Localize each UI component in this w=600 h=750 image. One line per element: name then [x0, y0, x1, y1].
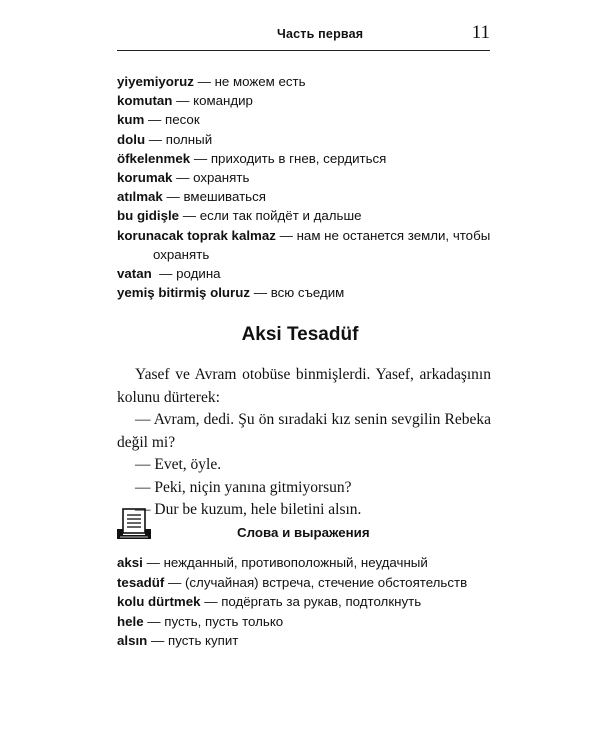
vocab-entry	[117, 283, 497, 302]
vocab-term: öfkelenmek	[117, 150, 191, 166]
expression-term: aksi	[117, 555, 143, 570]
vocab-term: atılmak	[117, 189, 163, 205]
vocab-definition: охранять	[193, 170, 250, 186]
vocab-dash: —	[145, 131, 166, 147]
vocab-definition: полный	[165, 131, 213, 147]
story-dialog-line: — Evet, öyle.	[135, 456, 222, 473]
vocab-entry	[117, 149, 497, 168]
book-icon	[115, 507, 153, 541]
story-dialog-line: — Dur be kuzum, hele biletini alsın.	[135, 501, 362, 518]
expression-definition: пусть купит	[168, 633, 239, 648]
expression-definition: нежданный, противоположный, неудачный	[163, 555, 428, 570]
vocab-dash: —	[144, 112, 166, 128]
vocab-dash: —	[193, 74, 215, 89]
running-header-title: Часть первая	[277, 27, 364, 41]
vocab-definition: не можем есть	[214, 74, 306, 89]
vocab-definition: песок	[165, 112, 200, 128]
vocabulary-list	[117, 72, 497, 302]
vocab-entry	[117, 168, 497, 187]
expressions-list	[117, 553, 497, 651]
vocab-term: yiyemiyoruz	[117, 74, 194, 89]
vocab-definition: приходить в гнев, сердиться	[210, 150, 387, 166]
expression-dash: —	[147, 633, 168, 648]
expression-dash: —	[164, 574, 185, 590]
story-dialog-line: — Peki, niçin yanına gitmiyorsun?	[135, 478, 352, 496]
vocab-dash: —	[172, 170, 194, 186]
expression-entry	[117, 573, 497, 593]
expression-definition: подёргать за рукав, подтолкнуть	[221, 594, 422, 609]
vocab-entry	[117, 91, 497, 110]
vocab-term: korumak	[117, 170, 173, 186]
expression-definition: пусть, пусть только	[164, 613, 284, 629]
story-paragraph: Yasef ve Avram otobüse binmişlerdi. Yasef, arkadaşının kolunu dürterek:	[117, 366, 491, 406]
expression-entry	[117, 612, 497, 632]
vocab-definition: командир	[193, 93, 253, 109]
story-text	[117, 364, 491, 522]
expression-entry	[117, 631, 497, 651]
vocab-entry	[117, 226, 497, 264]
vocab-dash: —	[162, 189, 184, 205]
expression-entry	[117, 592, 497, 612]
vocab-entry	[117, 110, 497, 129]
vocab-definition: если так пойдёт и дальше	[199, 208, 362, 224]
vocab-term: komutan	[117, 93, 173, 109]
vocab-term: dolu	[117, 131, 146, 147]
vocab-term: bu gidişle	[117, 208, 180, 224]
vocab-dash: —	[190, 150, 211, 166]
expression-dash: —	[200, 594, 222, 609]
page-number: 11	[471, 22, 490, 43]
section-heading: Слова и выражения	[237, 525, 370, 540]
expression-term: tesadüf	[117, 574, 165, 590]
vocab-entry	[117, 130, 497, 149]
vocab-definition: всю съедим	[270, 285, 345, 301]
header-divider	[117, 50, 490, 51]
vocab-definition: вмешиваться	[183, 189, 266, 205]
expression-term: kolu dürtmek	[117, 594, 201, 609]
vocab-definition: нам не останется земли, чтобы	[296, 227, 491, 243]
vocab-entry	[117, 187, 497, 206]
vocab-dash: —	[172, 93, 194, 109]
expression-term: hele	[117, 613, 144, 629]
expression-entry	[117, 553, 497, 573]
vocab-dash: —	[179, 208, 200, 224]
vocab-entry	[117, 206, 497, 225]
vocab-term: vatan	[117, 266, 152, 282]
vocab-dash: —	[151, 266, 177, 282]
expression-dash: —	[142, 555, 164, 570]
vocab-dash: —	[275, 227, 297, 243]
vocab-dash: —	[250, 285, 271, 301]
story-title: Aksi Tesadüf	[241, 324, 359, 345]
vocab-term: yemiş bitirmiş oluruz	[117, 285, 251, 301]
vocab-term: korunacak toprak kalmaz	[117, 227, 276, 243]
page-header	[117, 22, 490, 52]
vocab-entry	[117, 72, 497, 91]
expression-definition: (случайная) встреча, стечение обстоятельств	[184, 574, 468, 590]
vocab-term: kum	[117, 112, 145, 128]
story-dialog-line: — Avram, dedi. Şu ön sıradaki kız senin sevgilin Rebeka değil mi?	[117, 411, 491, 451]
vocab-definition: родина	[176, 266, 221, 282]
expression-dash: —	[143, 613, 165, 629]
vocab-definition-continuation: охранять	[153, 246, 210, 262]
expression-term: alsın	[117, 633, 148, 648]
vocab-entry	[117, 264, 497, 283]
